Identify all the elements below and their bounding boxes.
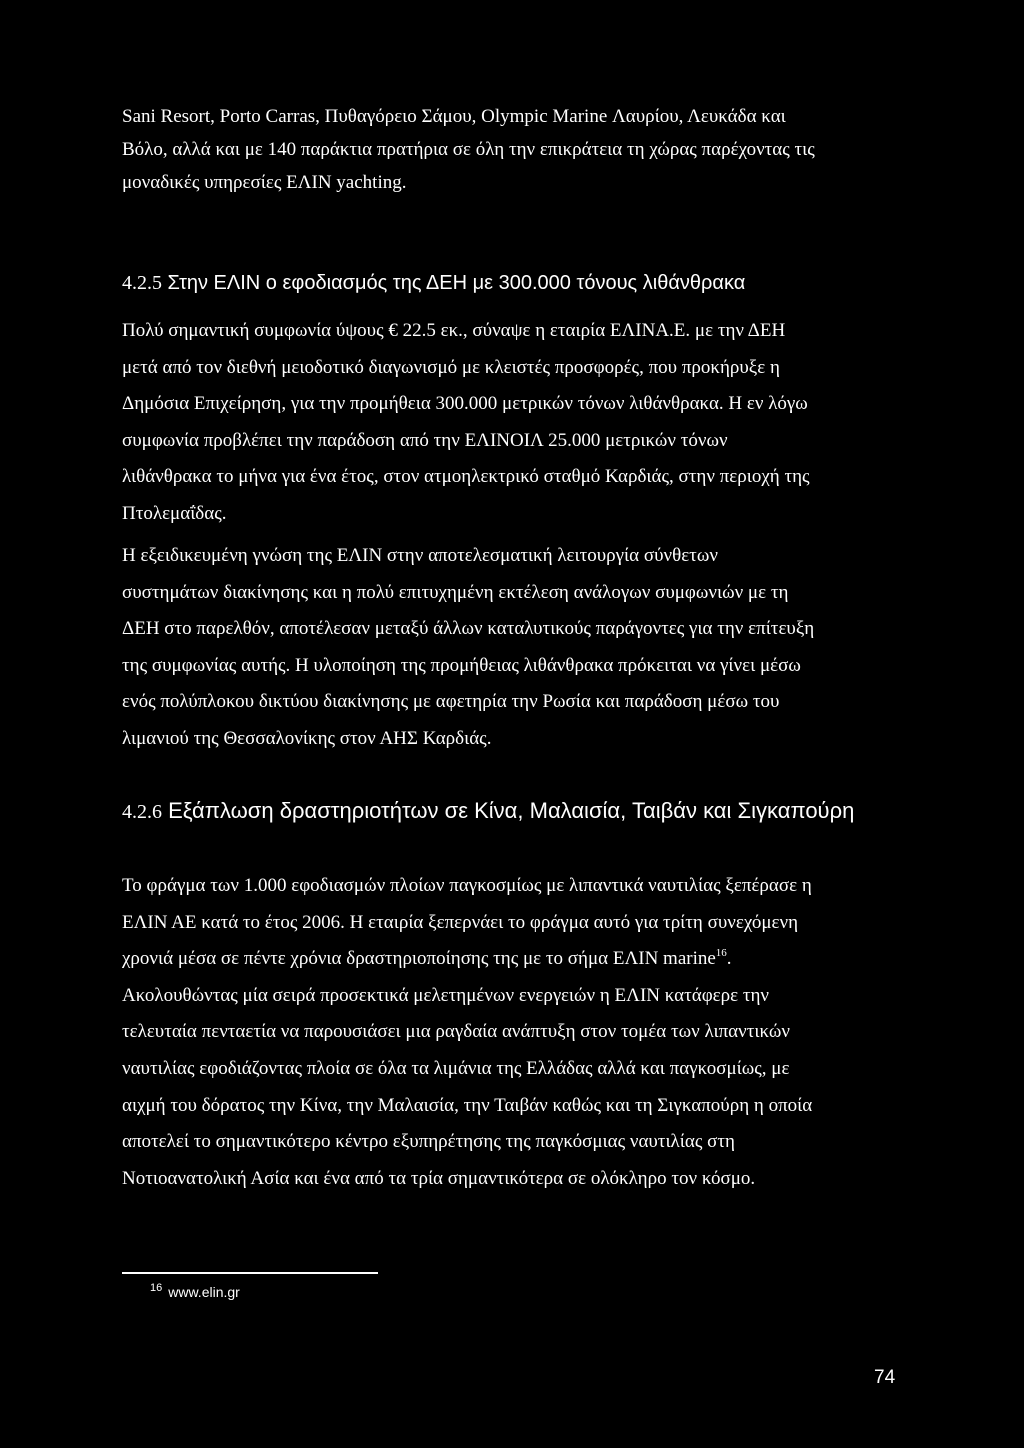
page-number: 74 bbox=[874, 1367, 896, 1388]
text-line: μοναδικές υπηρεσίες ΕΛΙΝ yachting. bbox=[122, 172, 407, 193]
text-line: Το φράγμα των 1.000 εφοδιασμών πλοίων παγκοσμίως με λιπαντικά ναυτιλίας ξεπέρασε η bbox=[122, 875, 812, 896]
text-line: ενός πολύπλοκου δικτύου διακίνησης με αφετηρία την Ρωσία και παράδοση μέσω του bbox=[122, 691, 780, 713]
text-line: μετά από τον διεθνή μειοδοτικό διαγωνισμό με κλειστές προσφορές, που προκήρυξε η bbox=[122, 356, 780, 378]
text-line: λιθάνθρακα το μήνα για ένα έτος, στον ατμοηλεκτρικό σταθμό Καρδιάς, στην περιοχή της bbox=[122, 466, 810, 488]
text-line-with-footnote-ref bbox=[122, 941, 902, 978]
text-segment: . bbox=[726, 948, 732, 970]
footnote-mark: 16 bbox=[150, 1282, 163, 1294]
section-4-2-5-paragraph-1 bbox=[122, 313, 902, 533]
footnote-link[interactable]: www.elin.gr bbox=[168, 1284, 240, 1300]
text-line: αιχμή του δόρατος την Κίνα, την Μαλαισία, την Ταιβάν καθώς και τη Σιγκαπούρη η οποία bbox=[122, 1094, 813, 1116]
footnote-reference[interactable]: 16 bbox=[715, 947, 727, 960]
text-line: ΔΕΗ στο παρελθόν, αποτέλεσαν μεταξύ άλλων καταλυτικούς παράγοντες για την επίτευξη bbox=[122, 618, 815, 640]
footnote bbox=[150, 1284, 240, 1300]
text-line: τελευταία πενταετία να παρουσιάσει μια ραγδαία ανάπτυξη στον τομέα των λιπαντικών bbox=[122, 1021, 790, 1043]
text-line: Νοτιοανατολική Ασία και ένα από τα τρία σημαντικότερα σε ολόκληρο τον κόσμο. bbox=[122, 1167, 756, 1189]
section-title: Στην ΕΛΙΝ ο εφοδιασμός της ΔΕΗ με 300.000 τόνους λιθάνθρακα bbox=[162, 272, 746, 294]
text-line: συστημάτων διακίνησης και η πολύ επιτυχημένη εκτέλεση ανάλογων συμφωνιών με τη bbox=[122, 581, 789, 603]
text-line: Ακολουθώντας μία σειρά προσεκτικά μελετημένων ενεργειών η ΕΛΙΝ κατάφερε την bbox=[122, 984, 770, 1006]
text-line: της συμφωνίας αυτής. Η υλοποίηση της προμήθειας λιθάνθρακα πρόκειται να γίνει μέσω bbox=[122, 654, 801, 676]
section-number: 4.2.6 bbox=[122, 801, 162, 823]
section-heading-4-2-6 bbox=[122, 798, 854, 824]
text-line: Βόλο, αλλά και με 140 παράκτια πρατήρια σε όλη την επικράτεια τη χώρας παρέχοντας τις bbox=[122, 139, 815, 160]
section-heading-4-2-5 bbox=[122, 272, 745, 295]
footnote-divider bbox=[122, 1272, 378, 1274]
text-line: ναυτιλίας εφοδιάζοντας πλοία σε όλα τα λιμάνια της Ελλάδας αλλά και παγκοσμίως, με bbox=[122, 1057, 790, 1079]
text-line: ΕΛΙΝ ΑΕ κατά το έτος 2006. Η εταιρία ξεπερνάει το φράγμα αυτό για τρίτη συνεχόμενη bbox=[122, 911, 799, 933]
text-line: συμφωνία προβλέπει την παράδοση από την ΕΛΙΝΟΙΛ 25.000 μετρικών τόνων bbox=[122, 429, 728, 451]
text-line: Η εξειδικευμένη γνώση της ΕΛΙΝ στην αποτελεσματική λειτουργία σύνθετων bbox=[122, 545, 718, 566]
text-line: Sani Resort, Porto Carras, Πυθαγόρειο Σάμου, Olympic Marine Λαυρίου, Λευκάδα και bbox=[122, 106, 786, 127]
text-segment: χρονιά μέσα σε πέντε χρόνια δραστηριοποίησης της με το σήμα ΕΛΙΝ marine bbox=[122, 948, 716, 970]
text-line: Πτολεμαΐδας. bbox=[122, 502, 227, 524]
text-line: Δημόσια Επιχείρηση, για την προμήθεια 300.000 μετρικών τόνων λιθάνθρακα. Η εν λόγω bbox=[122, 393, 808, 415]
section-4-2-5-paragraph-2 bbox=[122, 538, 902, 758]
intro-paragraph bbox=[122, 100, 902, 199]
section-number: 4.2.5 bbox=[122, 272, 162, 294]
text-line: λιμανιού της Θεσσαλονίκης στον ΑΗΣ Καρδιάς. bbox=[122, 727, 492, 749]
section-title: Εξάπλωση δραστηριοτήτων σε Κίνα, Μαλαισία, Ταιβάν και Σιγκαπούρη bbox=[162, 798, 855, 823]
text-line: Πολύ σημαντική συμφωνία ύψους € 22.5 εκ., σύναψε η εταιρία ΕΛΙΝΑ.Ε. με την ΔΕΗ bbox=[122, 320, 786, 341]
text-line: αποτελεί το σημαντικότερο κέντρο εξυπηρέτησης της παγκόσμιας ναυτιλίας στη bbox=[122, 1131, 735, 1153]
section-4-2-6-paragraph bbox=[122, 868, 902, 1197]
